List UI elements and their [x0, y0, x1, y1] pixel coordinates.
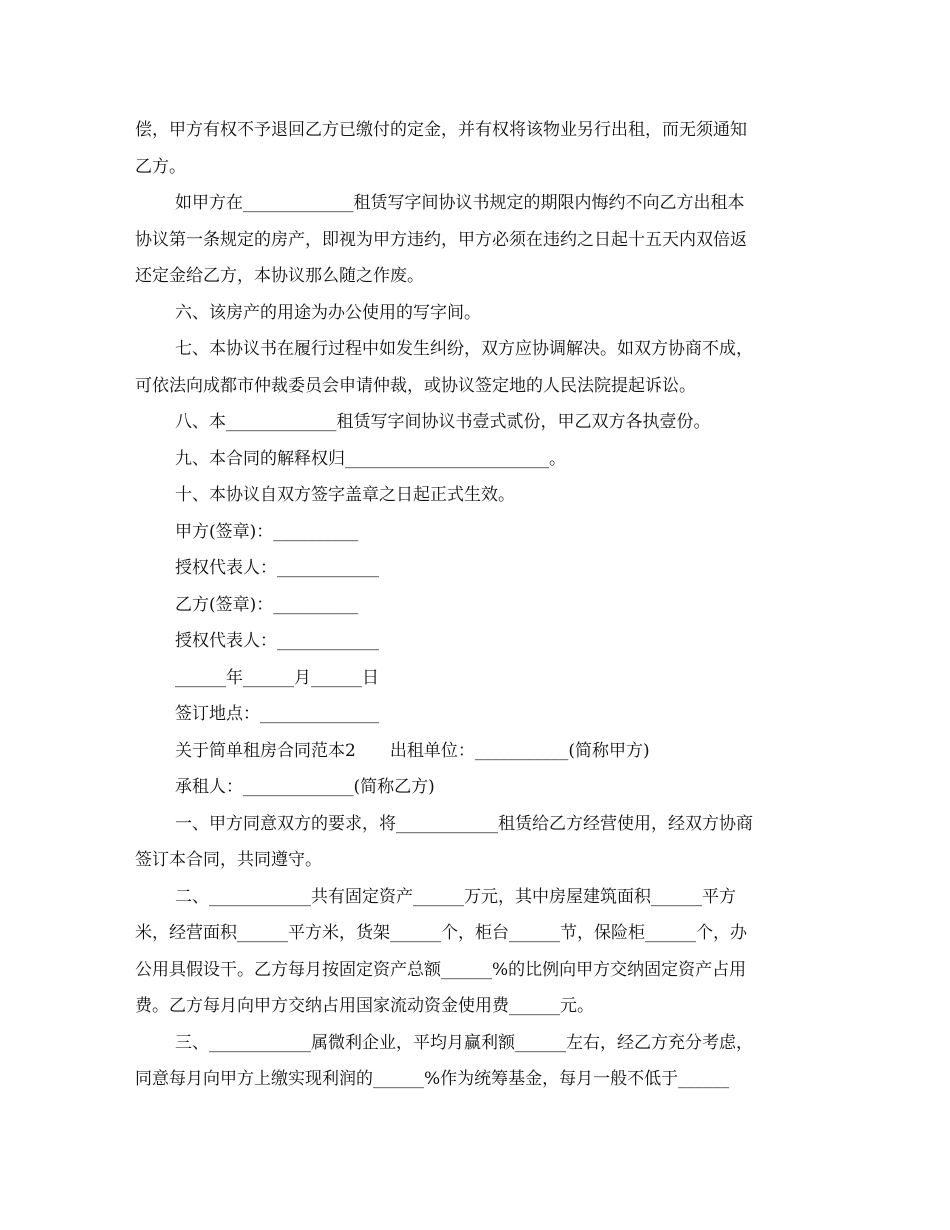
text-line: 十、本协议自双方签字盖章之日起正式生效。: [175, 485, 515, 505]
text-line: 签订本合同，共同遵守。: [135, 850, 322, 870]
text-line: 乙方。: [135, 156, 186, 177]
text-line: 协议第一条规定的房产，即视为甲方违约，甲方必须在违约之日起十五天内双倍返: [135, 229, 747, 250]
section-title-line: 关于简单租房合同范本2 出租单位：___________(简称甲方): [175, 740, 650, 761]
text-line: 二、____________共有固定资产______万元，其中房屋建筑面积______平方: [175, 886, 736, 907]
document-body: [135, 112, 815, 1098]
signature-line-representative-b: 授权代表人：____________: [175, 631, 379, 651]
text-line: 七、本协议书在履行过程中如发生纠纷，双方应协调解决。如双方协商不成，: [175, 339, 753, 359]
text-line: 三、____________属微利企业，平均月赢利额______左右，经乙方充分考虑，: [175, 1032, 753, 1053]
text-line: 米，经营面积______平方米，货架______个，柜台______节，保险柜______个，办: [135, 923, 747, 943]
signature-line-representative-a: 授权代表人：____________: [175, 558, 379, 578]
signature-line-party-b: 乙方(签章)：__________: [175, 594, 359, 615]
date-line: ______年______月______日: [175, 667, 379, 688]
text-line: 承租人：_____________(简称乙方): [175, 777, 435, 797]
text-line: 九、本合同的解释权归________________________。: [175, 448, 566, 469]
text-line: 费。乙方每月向甲方交纳占用国家流动资金使用费______元。: [135, 996, 594, 1016]
text-line: 公用具假设干。乙方每月按固定资产总额______%的比例向甲方交纳固定资产占用: [135, 959, 747, 980]
text-line: 同意每月向甲方上缴实现利润的______%作为统筹基金，每月一般不低于______: [135, 1069, 730, 1089]
signing-place-line: 签订地点：______________: [175, 704, 379, 724]
text-line: 还定金给乙方，本协议那么随之作废。: [135, 266, 424, 286]
text-line: 六、该房产的用途为办公使用的写字间。: [175, 302, 481, 323]
text-line: 一、甲方同意双方的要求，将____________租赁给乙方经营使用，经双方协商: [175, 813, 753, 834]
text-line: 可依法向成都市仲裁委员会申请仲裁，或协议签定地的人民法院提起诉讼。: [135, 375, 696, 396]
text-line: 八、本_____________租赁写字间协议书壹式贰份，甲乙双方各执壹份。: [175, 412, 711, 432]
text-line: 如甲方在_____________租赁写字间协议书规定的期限内悔约不向乙方出租本: [175, 193, 745, 213]
text-line: 偿，甲方有权不予退回乙方已缴付的定金，并有权将该物业另行出租，而无须通知: [135, 120, 747, 140]
signature-line-party-a: 甲方(签章)：__________: [175, 521, 359, 542]
